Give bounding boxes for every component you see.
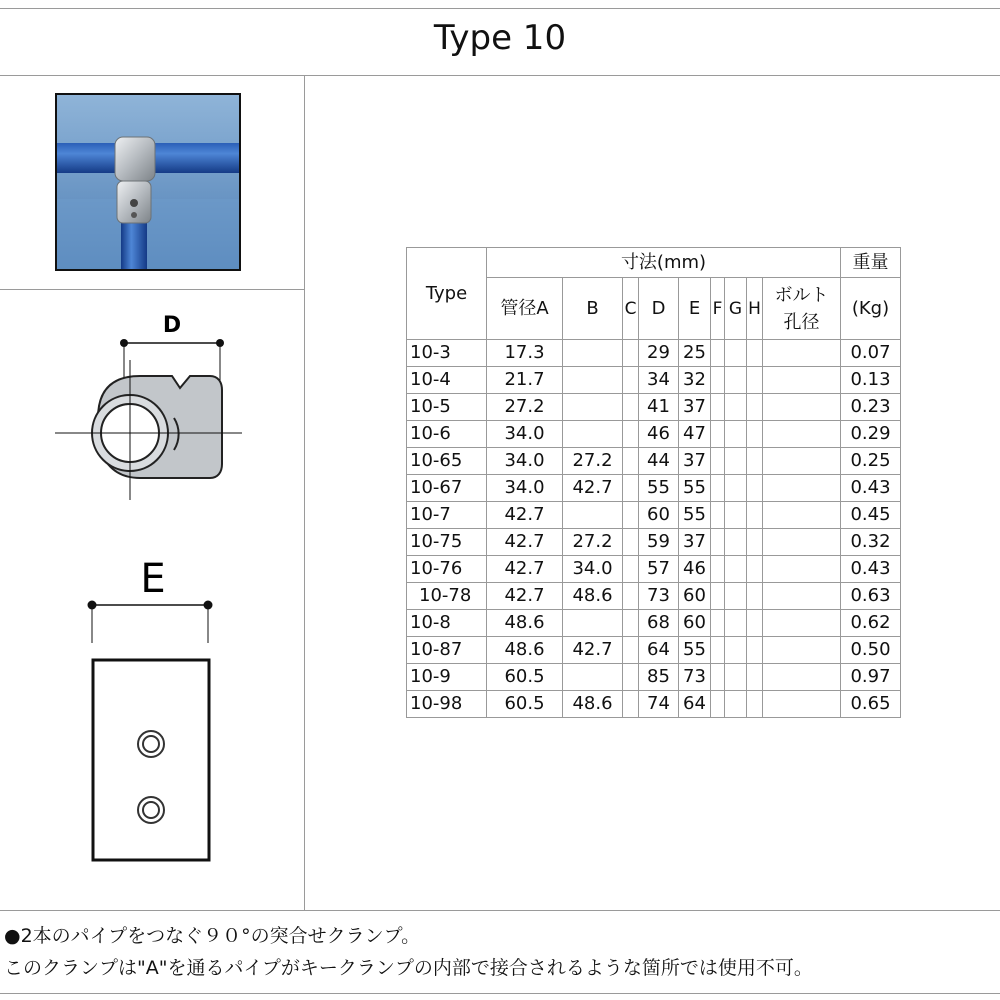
cell-type: 10-9 — [407, 664, 487, 691]
cell-e: 64 — [679, 691, 711, 718]
top-rule — [0, 8, 1000, 9]
header-type: Type — [407, 248, 487, 340]
cell-kg: 0.63 — [841, 583, 901, 610]
cell-h — [747, 529, 763, 556]
cell-bolt — [763, 664, 841, 691]
cell-c — [623, 610, 639, 637]
header-a: 管径A — [487, 278, 563, 340]
cell-b — [563, 664, 623, 691]
cell-c — [623, 664, 639, 691]
cell-type: 10-78 — [407, 583, 487, 610]
cell-kg: 0.13 — [841, 367, 901, 394]
cell-d: 55 — [639, 475, 679, 502]
cell-a: 34.0 — [487, 421, 563, 448]
cell-e: 73 — [679, 664, 711, 691]
cell-h — [747, 367, 763, 394]
cell-a: 27.2 — [487, 394, 563, 421]
table-row — [407, 421, 901, 448]
cell-d: 34 — [639, 367, 679, 394]
cell-a: 42.7 — [487, 502, 563, 529]
cell-type: 10-75 — [407, 529, 487, 556]
cell-d: 29 — [639, 340, 679, 367]
cell-e: 37 — [679, 448, 711, 475]
cell-bolt — [763, 583, 841, 610]
header-b: B — [563, 278, 623, 340]
header-d: D — [639, 278, 679, 340]
cell-bolt — [763, 421, 841, 448]
cell-f — [711, 556, 725, 583]
cell-h — [747, 475, 763, 502]
cell-g — [725, 367, 747, 394]
cell-a: 34.0 — [487, 475, 563, 502]
table-row — [407, 448, 901, 475]
spec-table — [406, 247, 901, 718]
cell-kg: 0.25 — [841, 448, 901, 475]
cell-kg: 0.50 — [841, 637, 901, 664]
table-row — [407, 583, 901, 610]
cell-g — [725, 637, 747, 664]
cell-f — [711, 367, 725, 394]
cell-type: 10-6 — [407, 421, 487, 448]
cell-bolt — [763, 394, 841, 421]
cell-a: 42.7 — [487, 529, 563, 556]
header-g: G — [725, 278, 747, 340]
table-row — [407, 610, 901, 637]
note-line-1: ●2本のパイプをつなぐ９０°の突合せクランプ。 — [4, 925, 421, 947]
cell-h — [747, 691, 763, 718]
cell-f — [711, 340, 725, 367]
cell-g — [725, 691, 747, 718]
cell-c — [623, 394, 639, 421]
cell-b: 42.7 — [563, 475, 623, 502]
cell-g — [725, 529, 747, 556]
cell-b — [563, 394, 623, 421]
table-row — [407, 529, 901, 556]
header-kg: (Kg) — [841, 278, 901, 340]
cell-type: 10-65 — [407, 448, 487, 475]
cell-f — [711, 583, 725, 610]
cell-h — [747, 583, 763, 610]
cell-b — [563, 502, 623, 529]
cell-f — [711, 637, 725, 664]
cell-c — [623, 583, 639, 610]
photo-divider — [0, 289, 304, 290]
cell-e: 37 — [679, 394, 711, 421]
cell-c — [623, 367, 639, 394]
cell-bolt — [763, 691, 841, 718]
cell-bolt — [763, 502, 841, 529]
table-row — [407, 394, 901, 421]
cell-bolt — [763, 448, 841, 475]
cell-f — [711, 394, 725, 421]
cell-type: 10-5 — [407, 394, 487, 421]
cell-g — [725, 475, 747, 502]
cell-f — [711, 529, 725, 556]
cell-g — [725, 448, 747, 475]
cell-b: 27.2 — [563, 448, 623, 475]
cell-a: 60.5 — [487, 664, 563, 691]
cell-h — [747, 421, 763, 448]
header-dimensions: 寸法(mm) — [487, 248, 841, 278]
cell-d: 60 — [639, 502, 679, 529]
table-row — [407, 691, 901, 718]
cell-d: 41 — [639, 394, 679, 421]
table-row — [407, 340, 901, 367]
cell-kg: 0.29 — [841, 421, 901, 448]
cell-bolt — [763, 475, 841, 502]
cell-b — [563, 367, 623, 394]
cell-c — [623, 529, 639, 556]
cell-c — [623, 637, 639, 664]
cell-type: 10-3 — [407, 340, 487, 367]
bottom-rule — [0, 993, 1000, 994]
notes-rule — [0, 910, 1000, 911]
cell-kg: 0.65 — [841, 691, 901, 718]
cell-e: 60 — [679, 583, 711, 610]
header-c: C — [623, 278, 639, 340]
cell-f — [711, 664, 725, 691]
table-row — [407, 556, 901, 583]
cell-e: 55 — [679, 637, 711, 664]
cell-c — [623, 340, 639, 367]
cell-d: 74 — [639, 691, 679, 718]
header-e: E — [679, 278, 711, 340]
cell-b — [563, 340, 623, 367]
cell-a: 34.0 — [487, 448, 563, 475]
cell-c — [623, 556, 639, 583]
cell-g — [725, 556, 747, 583]
cell-kg: 0.97 — [841, 664, 901, 691]
cell-f — [711, 610, 725, 637]
cell-g — [725, 610, 747, 637]
cell-d: 59 — [639, 529, 679, 556]
cell-b: 48.6 — [563, 691, 623, 718]
cell-a: 48.6 — [487, 610, 563, 637]
table-row — [407, 664, 901, 691]
dimension-diagram-d — [50, 300, 250, 505]
cell-kg: 0.07 — [841, 340, 901, 367]
cell-bolt — [763, 367, 841, 394]
column-divider — [304, 75, 305, 910]
cell-c — [623, 421, 639, 448]
header-bolt-hole: ボルト 孔径 — [763, 278, 841, 340]
cell-h — [747, 556, 763, 583]
cell-c — [623, 448, 639, 475]
cell-e: 46 — [679, 556, 711, 583]
dimension-label-d: D — [162, 313, 182, 338]
cell-bolt — [763, 529, 841, 556]
cell-b — [563, 610, 623, 637]
fitting-side-view — [93, 660, 209, 860]
cell-d: 85 — [639, 664, 679, 691]
cell-d: 44 — [639, 448, 679, 475]
cell-h — [747, 502, 763, 529]
cell-a: 42.7 — [487, 583, 563, 610]
cell-type: 10-4 — [407, 367, 487, 394]
cell-b — [563, 421, 623, 448]
title-rule — [0, 75, 1000, 76]
cell-e: 55 — [679, 502, 711, 529]
cell-type: 10-67 — [407, 475, 487, 502]
cell-kg: 0.43 — [841, 475, 901, 502]
cell-type: 10-7 — [407, 502, 487, 529]
cell-g — [725, 583, 747, 610]
cell-h — [747, 610, 763, 637]
header-f: F — [711, 278, 725, 340]
product-photo — [55, 93, 241, 271]
cell-e: 60 — [679, 610, 711, 637]
cell-d: 46 — [639, 421, 679, 448]
cell-f — [711, 502, 725, 529]
cell-a: 42.7 — [487, 556, 563, 583]
cell-a: 48.6 — [487, 637, 563, 664]
cell-c — [623, 475, 639, 502]
cell-h — [747, 637, 763, 664]
cell-a: 17.3 — [487, 340, 563, 367]
cell-f — [711, 448, 725, 475]
cell-type: 10-98 — [407, 691, 487, 718]
cell-f — [711, 475, 725, 502]
cell-e: 55 — [679, 475, 711, 502]
cell-g — [725, 664, 747, 691]
cell-bolt — [763, 556, 841, 583]
cell-type: 10-87 — [407, 637, 487, 664]
cell-kg: 0.62 — [841, 610, 901, 637]
cell-d: 57 — [639, 556, 679, 583]
product-photo-illustration — [57, 95, 239, 269]
table-row — [407, 475, 901, 502]
cell-bolt — [763, 610, 841, 637]
cell-g — [725, 340, 747, 367]
cell-h — [747, 448, 763, 475]
cell-bolt — [763, 340, 841, 367]
cell-d: 73 — [639, 583, 679, 610]
dimension-label-e: E — [140, 556, 166, 602]
cell-b: 27.2 — [563, 529, 623, 556]
cell-h — [747, 340, 763, 367]
cell-h — [747, 394, 763, 421]
cell-type: 10-8 — [407, 610, 487, 637]
cell-type: 10-76 — [407, 556, 487, 583]
table-row — [407, 367, 901, 394]
cell-b: 42.7 — [563, 637, 623, 664]
cell-c — [623, 502, 639, 529]
page-title: Type 10 — [433, 18, 567, 58]
cell-e: 47 — [679, 421, 711, 448]
cell-kg: 0.43 — [841, 556, 901, 583]
cell-a: 60.5 — [487, 691, 563, 718]
header-weight: 重量 — [841, 248, 901, 278]
table-row — [407, 502, 901, 529]
cell-c — [623, 691, 639, 718]
cell-g — [725, 502, 747, 529]
cell-bolt — [763, 637, 841, 664]
cell-f — [711, 691, 725, 718]
cell-f — [711, 421, 725, 448]
cell-g — [725, 394, 747, 421]
notes — [4, 920, 813, 984]
cell-g — [725, 421, 747, 448]
cell-e: 32 — [679, 367, 711, 394]
cell-a: 21.7 — [487, 367, 563, 394]
cell-b: 48.6 — [563, 583, 623, 610]
cell-h — [747, 664, 763, 691]
note-line-2: このクランプは"A"を通るパイプがキークランプの内部で接合されるような箇所では使用不可。 — [4, 957, 813, 979]
cell-d: 68 — [639, 610, 679, 637]
cell-kg: 0.23 — [841, 394, 901, 421]
dimension-diagram-e — [70, 548, 240, 868]
cell-kg: 0.45 — [841, 502, 901, 529]
cell-kg: 0.32 — [841, 529, 901, 556]
header-h: H — [747, 278, 763, 340]
cell-e: 25 — [679, 340, 711, 367]
cell-d: 64 — [639, 637, 679, 664]
cell-e: 37 — [679, 529, 711, 556]
cell-b: 34.0 — [563, 556, 623, 583]
table-row — [407, 637, 901, 664]
